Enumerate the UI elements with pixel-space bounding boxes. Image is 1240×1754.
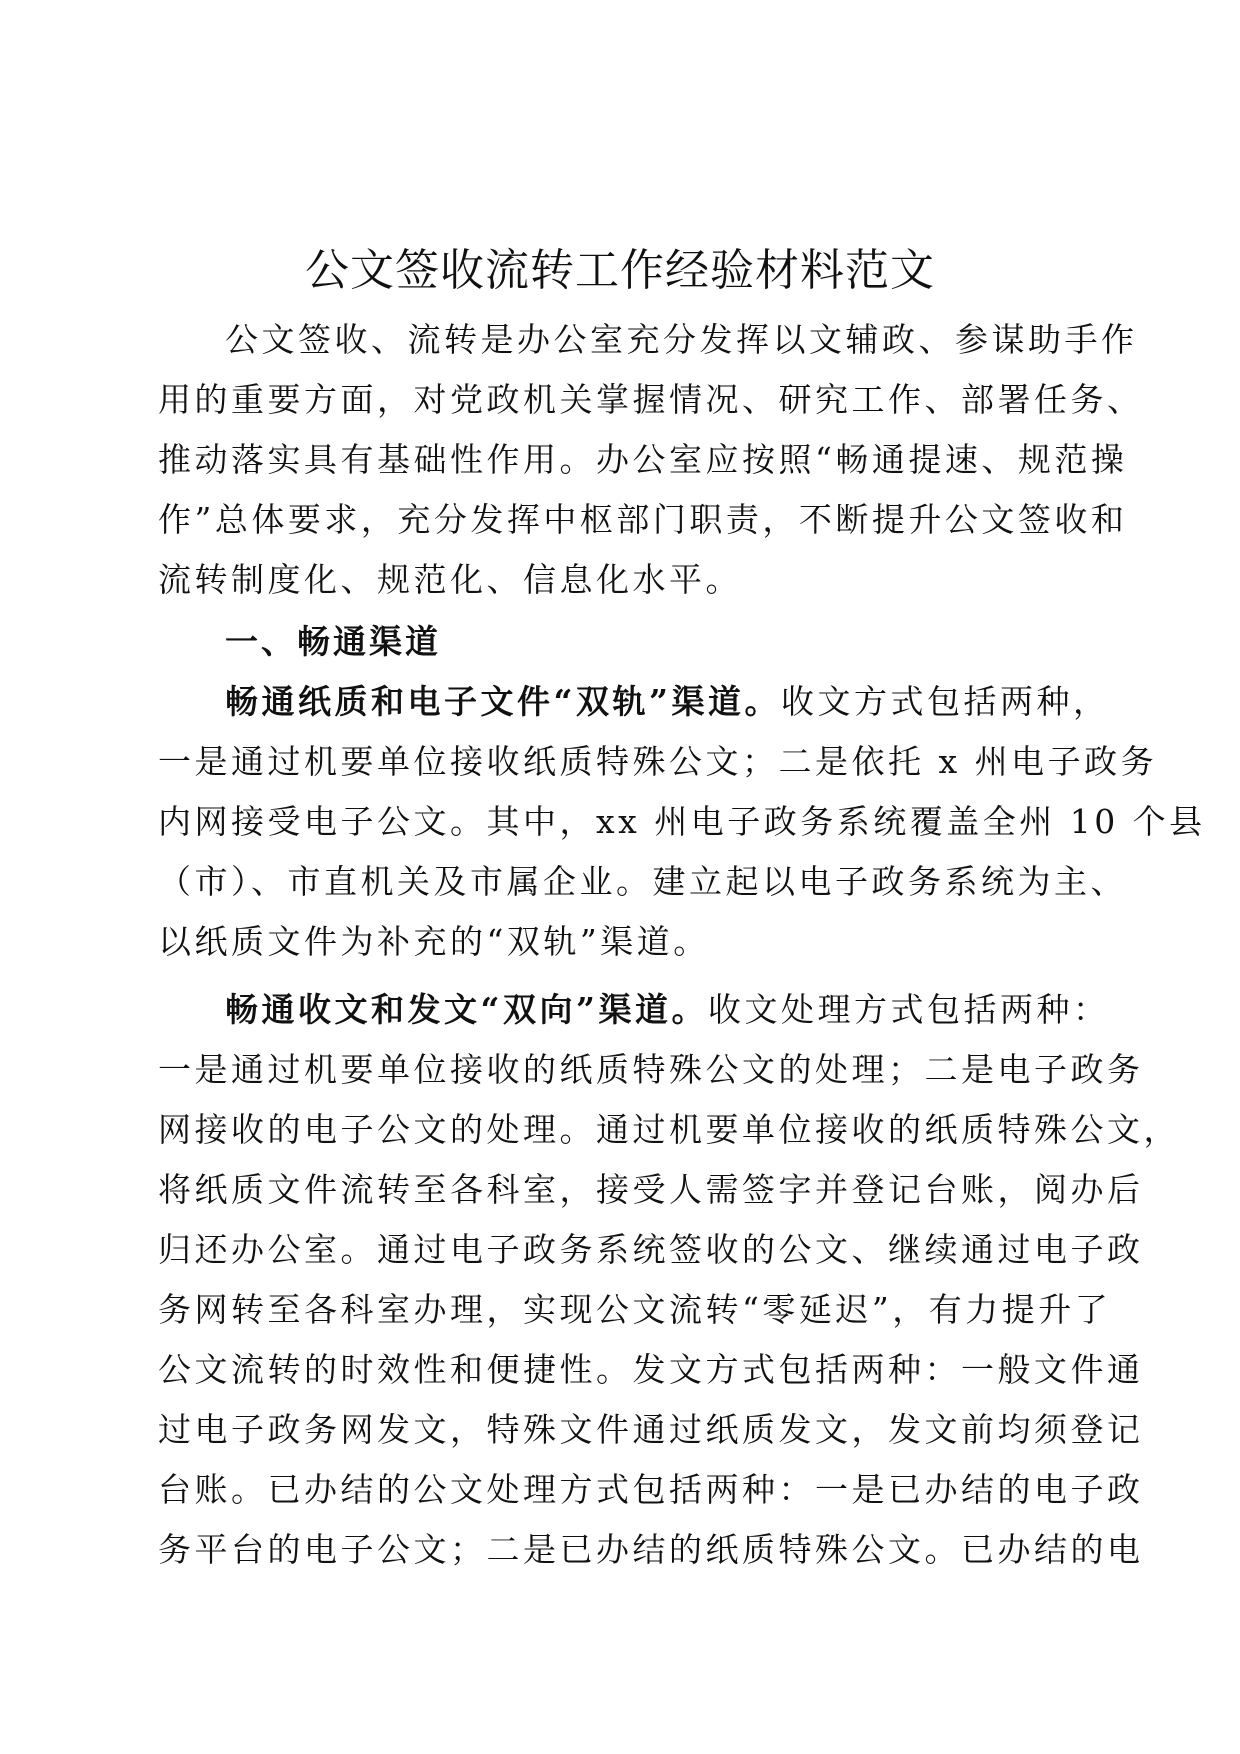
paragraph-1-line-2: 用的重要方面，对党政机关掌握情况、研究工作、部署任务、 bbox=[158, 380, 1144, 419]
document-title: 公文签收流转工作经验材料范文 bbox=[305, 245, 935, 296]
paragraph-3-line-5: 归还办公室。通过电子政务系统签收的公文、继续通过电子政 bbox=[158, 1230, 1144, 1269]
paragraph-1-line-4: 作”总体要求，充分发挥中枢部门职责，不断提升公文签收和 bbox=[158, 500, 1128, 539]
paragraph-3-line-9: 台账。已办结的公文处理方式包括两种：一是已办结的电子政 bbox=[158, 1470, 1144, 1509]
paragraph-2-lead: 畅通纸质和电子文件“双轨”渠道。 bbox=[225, 682, 781, 721]
paragraph-3-line-10: 务平台的电子公文；二是已办结的纸质特殊公文。已办结的电 bbox=[158, 1530, 1144, 1569]
paragraph-1-line-5: 流转制度化、规范化、信息化水平。 bbox=[158, 560, 742, 599]
paragraph-1-line-3: 推动落实具有基础性作用。办公室应按照“畅通提速、规范操 bbox=[158, 440, 1128, 479]
paragraph-2-line-5: 以纸质文件为补充的“双轨”渠道。 bbox=[158, 922, 710, 961]
paragraph-1-line-1: 公文签收、流转是办公室充分发挥以文辅政、参谋助手作 bbox=[225, 320, 1138, 359]
paragraph-3-lead: 畅通收文和发文“双向”渠道。 bbox=[225, 990, 708, 1029]
paragraph-2-line-3: 内网接受电子公文。其中，xx 州电子政务系统覆盖全州 10 个县 bbox=[158, 802, 1206, 841]
paragraph-2-line-4: （市）、市直机关及市属企业。建立起以电子政务系统为主、 bbox=[158, 862, 1127, 901]
paragraph-3-line-1 bbox=[225, 980, 1110, 1040]
section-1-heading: 一、畅通渠道 bbox=[225, 622, 441, 661]
paragraph-3-line-8: 过电子政务网发文，特殊文件通过纸质发文，发文前均须登记 bbox=[158, 1410, 1144, 1449]
paragraph-2-first-line-rest: 收文方式包括两种， bbox=[780, 682, 1110, 721]
paragraph-3-line-4: 将纸质文件流转至各科室，接受人需签字并登记台账，阅办后 bbox=[158, 1170, 1144, 1209]
paragraph-2-line-2: 一是通过机要单位接收纸质特殊公文；二是依托 x 州电子政务 bbox=[158, 742, 1158, 781]
paragraph-3-line-6: 务网转至各科室办理，实现公文流转“零延迟”，有力提升了 bbox=[158, 1290, 1112, 1329]
paragraph-3-line-7: 公文流转的时效性和便捷性。发文方式包括两种：一般文件通 bbox=[158, 1350, 1144, 1389]
paragraph-3-first-line-rest: 收文处理方式包括两种： bbox=[707, 990, 1110, 1029]
paragraph-3-line-2: 一是通过机要单位接收的纸质特殊公文的处理；二是电子政务 bbox=[158, 1050, 1144, 1089]
paragraph-3-line-3: 网接收的电子公文的处理。通过机要单位接收的纸质特殊公文， bbox=[158, 1110, 1180, 1149]
paragraph-2-line-1 bbox=[225, 672, 1110, 732]
